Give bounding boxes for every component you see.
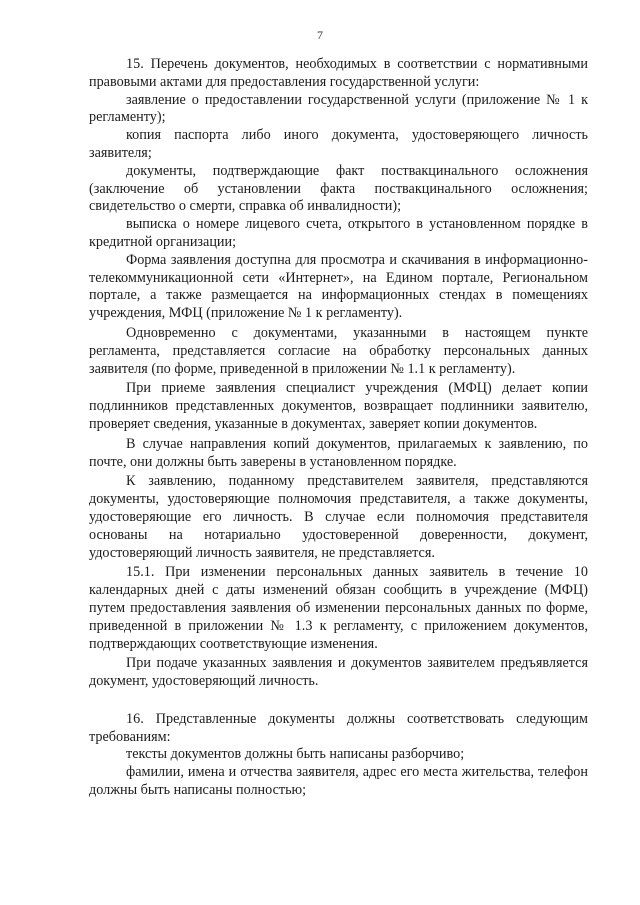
paragraph-application: заявление о предоставлении государственной услуги (приложение № 1 к регламенту); — [89, 91, 588, 126]
paragraph-item-15-1: 15.1. При изменении персональных данных заявитель в течение 10 календарных дней с даты изменений обязан сообщить в учреждение (МФЦ) путем предоставления заявления об изменении персональных данных по форме, приведенной в приложении № 1.3 к регламенту, с приложением документов, подтверждающих соответствующие изменения. — [89, 564, 588, 652]
paragraph-full-names: фамилии, имена и отчества заявителя, адрес его места жительства, телефон должны быть написаны полностью; — [89, 764, 588, 799]
document-body — [89, 56, 588, 800]
paragraph-document-copies: При приеме заявления специалист учреждения (МФЦ) делает копии подлинников представленных документов, возвращает подлинники заявителю, проверяет сведения, указанные в документах, заверяет копии документов. — [89, 380, 588, 432]
paragraph-item-15-heading: 15. Перечень документов, необходимых в соответствии с нормативными правовыми актами для предоставления государственной услуги: — [89, 56, 588, 90]
paragraph-identity-document: При подаче указанных заявления и документов заявителем предъявляется документ, удостоверяющий личность. — [89, 655, 588, 690]
paragraph-passport-copy: копия паспорта либо иного документа, удостоверяющего личность заявителя; — [89, 127, 588, 161]
page-number: 7 — [317, 28, 323, 42]
paragraph-representative: К заявлению, поданному представителем заявителя, представляются документы, удостоверяющие полномочия представителя, а также документы, удостоверяющие его личность. В случае если полномочия представителя основаны на нотариально удостоверенной доверенности, документ, удостоверяющий личность заявителя, не представляется. — [89, 473, 588, 561]
paragraph-item-16-heading: 16. Представленные документы должны соответствовать следующим требованиям: — [89, 710, 588, 745]
paragraph-application-form-availability: Форма заявления доступна для просмотра и скачивания в информационно-телекоммуникационной сети «Интернет», на Едином портале, Региональном портале, а также размещается на информационных стендах в помещениях учреждения, МФЦ (приложение № 1 к регламенту). — [89, 251, 588, 322]
paragraph-postal-copies: В случае направления копий документов, прилагаемых к заявлению, по почте, они должны быть заверены в установленном порядке. — [89, 435, 588, 470]
paragraph-complication-documents: документы, подтверждающие факт поствакцинального осложнения (заключение об установлении факта поствакцинального осложнения; свидетельство о смерти, справка об инвалидности); — [89, 162, 588, 215]
paragraph-legible-text: тексты документов должны быть написаны разборчиво; — [126, 746, 465, 763]
paragraph-bank-account-statement: выписка о номере лицевого счета, открытого в установленном порядке в кредитной организации; — [89, 216, 588, 250]
paragraph-personal-data-consent: Одновременно с документами, указанными в настоящем пункте регламента, представляется согласие на обработку персональных данных заявителя (по форме, приведенной в приложении № 1.1 к регламенту). — [89, 324, 588, 377]
